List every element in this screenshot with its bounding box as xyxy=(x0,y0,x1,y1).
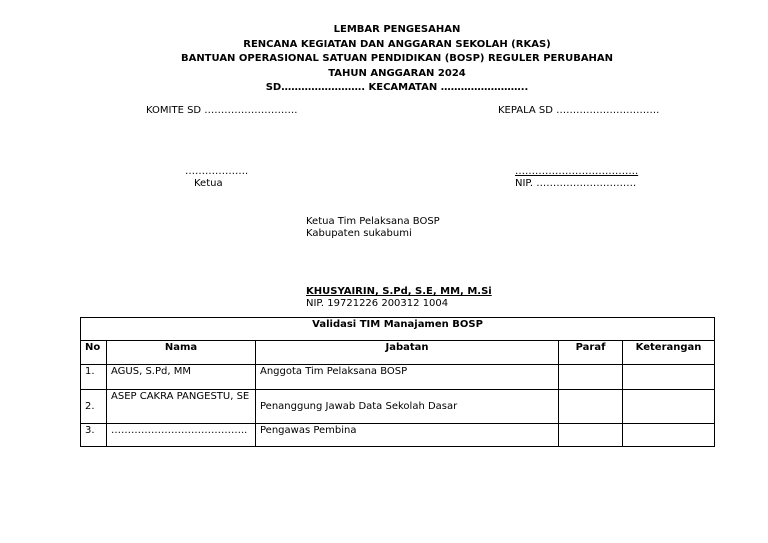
title-line-1: LEMBAR PENGESAHAN xyxy=(333,24,461,35)
kepala-label: KEPALA SD …………………………. xyxy=(498,105,660,116)
komite-label: KOMITE SD ………………………. xyxy=(146,105,298,116)
tim-name: KHUSYAIRIN, S.Pd, S.E, MM, M.Si xyxy=(306,286,492,297)
cell-nama: ASEP CAKRA PANGESTU, SE xyxy=(107,390,256,424)
title-line-5: SD……………………. KECAMATAN …………………….. xyxy=(265,82,529,94)
tim-role-line-1: Ketua Tim Pelaksana BOSP xyxy=(306,216,440,227)
table-row xyxy=(81,424,715,447)
document-title-block xyxy=(0,23,768,96)
komite-role: Ketua xyxy=(194,178,223,189)
cell-no: 3. xyxy=(81,424,107,447)
cell-jabatan: Penanggung Jawab Data Sekolah Dasar xyxy=(256,390,559,424)
cell-nama: ………………………………….. xyxy=(107,424,256,447)
table-row xyxy=(81,390,715,424)
table-caption: Validasi TIM Manajamen BOSP xyxy=(81,318,715,341)
tim-role-line-2: Kabupaten sukabumi xyxy=(306,228,412,239)
column-header-jabatan: Jabatan xyxy=(256,341,559,365)
cell-keterangan xyxy=(623,424,715,447)
table-row xyxy=(81,365,715,390)
cell-paraf xyxy=(559,365,623,390)
tim-nip: NIP. 19721226 200312 1004 xyxy=(306,298,449,309)
column-header-keterangan: Keterangan xyxy=(623,341,715,365)
kepala-nip: NIP. ………………………… xyxy=(515,178,637,189)
cell-jabatan: Pengawas Pembina xyxy=(256,424,559,447)
cell-paraf xyxy=(559,390,623,424)
column-header-nama: Nama xyxy=(107,341,256,365)
validation-table xyxy=(80,317,715,447)
column-header-no: No xyxy=(81,341,107,365)
cell-keterangan xyxy=(623,365,715,390)
cell-nama: AGUS, S.Pd, MM xyxy=(107,365,256,390)
komite-signature-dots: ………………. xyxy=(185,166,249,177)
column-header-paraf: Paraf xyxy=(559,341,623,365)
cell-keterangan xyxy=(623,390,715,424)
title-line-4: TAHUN ANGGARAN 2024 xyxy=(328,67,466,79)
table-header-row xyxy=(81,341,715,365)
title-line-2: RENCANA KEGIATAN DAN ANGGARAN SEKOLAH (RKAS) xyxy=(243,38,551,50)
cell-no: 2. xyxy=(81,390,107,424)
title-line-3: BANTUAN OPERASIONAL SATUAN PENDIDIKAN (BOSP) REGULER PERUBAHAN xyxy=(180,53,614,65)
cell-no: 1. xyxy=(81,365,107,390)
cell-jabatan: Anggota Tim Pelaksana BOSP xyxy=(256,365,559,390)
cell-paraf xyxy=(559,424,623,447)
kepala-signature-dots: ………………………………. xyxy=(515,166,639,177)
